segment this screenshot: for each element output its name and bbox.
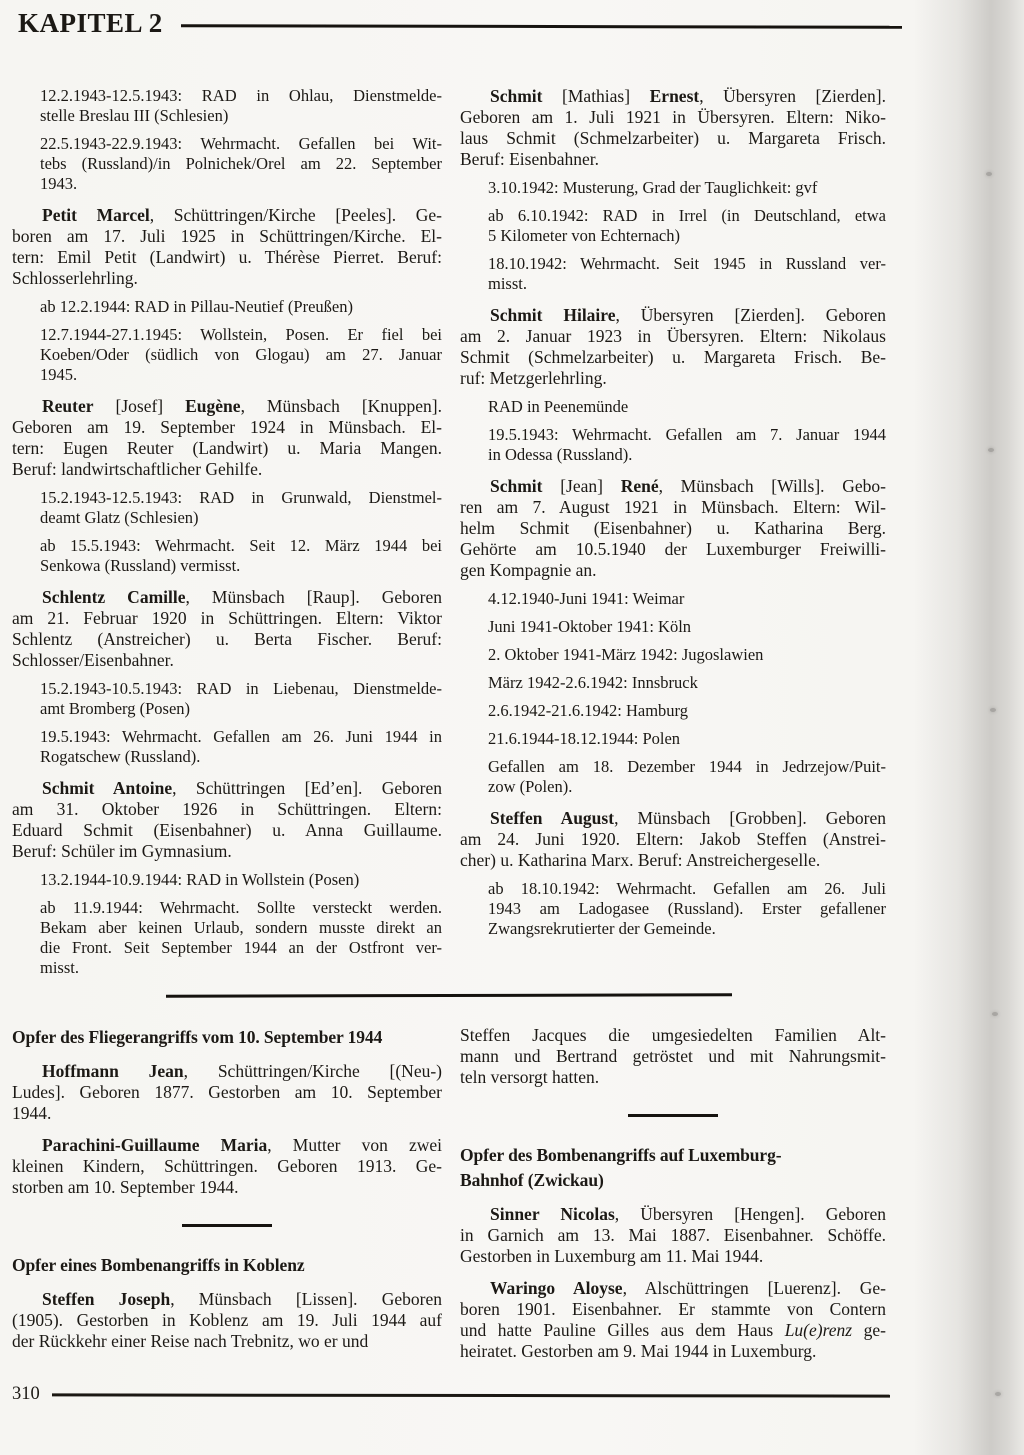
page-footer xyxy=(12,1383,890,1405)
text-segment: Steffen Jacques die umgesiedelten Familien Alt- xyxy=(460,1025,886,1045)
text-segment: am 21. Februar 1920 in Schüttringen. Eltern: Viktor xyxy=(12,608,442,628)
service-record-paragraph xyxy=(488,206,886,246)
text-segment: storben am 10. September 1944. xyxy=(12,1177,239,1197)
text-segment: laus Schmit (Schmelzarbeiter) u. Margareta Frisch. xyxy=(460,128,886,148)
text-line xyxy=(460,1046,886,1067)
text-segment: Gehörte am 10.5.1940 der Luxemburger Freiwilli- xyxy=(460,539,886,559)
scan-edge-shadow xyxy=(914,0,1024,1455)
text-line xyxy=(12,268,442,289)
text-line xyxy=(460,86,886,107)
text-line xyxy=(460,1299,886,1320)
text-segment: boren 1901. Eisenbahner. Er stammte von Contern xyxy=(460,1299,886,1319)
text-line xyxy=(460,347,886,368)
text-line xyxy=(460,518,886,539)
text-segment: Eduard Schmit (Eisenbahner) u. Anna Guillaume. xyxy=(12,820,442,840)
text-segment: ab 18.10.1942: Wehrmacht. Gefallen am 26. Juli xyxy=(488,879,886,898)
text-line xyxy=(460,808,886,829)
service-record-paragraph xyxy=(40,536,442,576)
text-segment: Bekam aber keinen Urlaub, sondern musste direkt an xyxy=(40,918,442,937)
text-line xyxy=(488,178,886,198)
text-segment: RAD in Peenemünde xyxy=(488,397,629,416)
text-line xyxy=(460,476,886,497)
text-line xyxy=(40,958,442,978)
text-segment: und hatte Pauline Gilles aus dem Haus xyxy=(460,1320,785,1340)
page-number: 310 xyxy=(12,1384,40,1404)
text-line xyxy=(460,1320,886,1341)
service-record-paragraph xyxy=(488,617,886,637)
text-segment: Senkowa (Russland) vermisst. xyxy=(40,556,241,575)
text-line xyxy=(12,1025,442,1050)
text-line xyxy=(460,829,886,850)
text-line xyxy=(488,757,886,777)
text-line xyxy=(488,617,886,637)
text-segment: , Münsbach [Knuppen]. xyxy=(240,396,443,416)
text-line xyxy=(40,297,442,317)
text-line xyxy=(460,149,886,170)
service-record-paragraph xyxy=(488,397,886,417)
text-line xyxy=(12,1135,442,1156)
person-name: Schmit xyxy=(490,86,543,106)
text-segment: Gefallen am 18. Dezember 1944 in Jedrzejow/Puit- xyxy=(488,757,886,776)
text-segment: Lu(e)renz xyxy=(784,1320,853,1340)
text-line xyxy=(40,488,442,508)
service-record-paragraph xyxy=(40,86,442,126)
text-line xyxy=(460,850,886,871)
text-line xyxy=(12,1103,442,1124)
text-segment: ab 11.9.1944: Wehrmacht. Sollte versteckt werden. xyxy=(40,898,442,917)
top-right-column xyxy=(460,86,886,939)
text-segment: [Josef] xyxy=(93,396,186,416)
entry-paragraph xyxy=(12,1061,442,1124)
text-segment: ab 6.10.1942: RAD in Irrel (in Deutschland, etwa xyxy=(488,206,886,225)
text-line xyxy=(12,1289,442,1310)
text-segment: 21.6.1944-18.12.1944: Polen xyxy=(488,729,681,748)
text-line xyxy=(12,459,442,480)
scan-speck xyxy=(992,1012,998,1016)
text-segment: , Mutter von zwei xyxy=(267,1135,442,1155)
entry-paragraph xyxy=(12,205,442,289)
text-segment: 22.5.1943-22.9.1943: Wehrmacht. Gefallen bei Wit- xyxy=(40,134,442,153)
text-segment: zow (Polen). xyxy=(488,777,573,796)
service-record-paragraph xyxy=(488,701,886,721)
text-line xyxy=(12,247,442,268)
text-line xyxy=(488,673,886,693)
text-line xyxy=(488,425,886,445)
text-line xyxy=(460,539,886,560)
person-name: Schmit Hilaire xyxy=(490,305,616,325)
service-record-paragraph xyxy=(40,870,442,890)
text-segment: 2.6.1942-21.6.1942: Hamburg xyxy=(488,701,688,720)
person-name: Eugène xyxy=(185,396,241,416)
text-segment: , Münsbach [Grobben]. Geboren xyxy=(614,808,886,828)
scan-speck xyxy=(990,708,996,712)
service-record-paragraph xyxy=(40,297,442,317)
person-name: Waringo Aloyse xyxy=(490,1278,623,1298)
text-segment: 18.10.1942: Wehrmacht. Seit 1945 in Russland ver- xyxy=(488,254,886,273)
text-line xyxy=(40,134,442,154)
text-segment: teln versorgt hatten. xyxy=(460,1067,600,1087)
bottom-columns xyxy=(12,1025,886,1362)
text-line xyxy=(40,106,442,126)
text-segment: 3.10.1942: Musterung, Grad der Tauglichkeit: gvf xyxy=(488,178,818,197)
text-segment: ab 15.5.1943: Wehrmacht. Seit 12. März 1944 bei xyxy=(40,536,442,555)
person-name: Steffen Joseph xyxy=(42,1289,171,1309)
text-line xyxy=(40,556,442,576)
header-rule xyxy=(181,24,902,29)
person-name: René xyxy=(620,476,659,496)
person-name: Sinner Nicolas xyxy=(490,1204,615,1224)
text-segment: Beruf: Schüler im Gymnasium. xyxy=(12,841,232,861)
text-line xyxy=(460,1204,886,1225)
text-segment: Schmit (Schmelzarbeiter) u. Margareta Frisch. Be- xyxy=(460,347,886,367)
text-segment: ab 12.2.1944: RAD in Pillau-Neutief (Preußen) xyxy=(40,297,353,316)
text-segment: Bahnhof (Zwickau) xyxy=(460,1170,604,1190)
text-segment: in Odessa (Russland). xyxy=(488,445,633,464)
text-segment: 1943 am Ladogasee (Russland). Erster gefallener xyxy=(488,899,886,918)
text-line xyxy=(40,699,442,719)
text-line xyxy=(12,608,442,629)
text-line xyxy=(40,679,442,699)
section-heading xyxy=(12,1253,442,1278)
text-line xyxy=(460,560,886,581)
text-line xyxy=(460,326,886,347)
text-segment: tern: Emil Petit (Landwirt) u. Thérèse Pierret. Beruf: xyxy=(12,247,442,267)
service-record-paragraph xyxy=(40,679,442,719)
text-segment: 12.2.1943-12.5.1943: RAD in Ohlau, Dienstmelde- xyxy=(40,86,442,105)
service-record-paragraph xyxy=(488,729,886,749)
text-line xyxy=(12,1253,442,1278)
service-record-paragraph xyxy=(488,589,886,609)
text-line xyxy=(12,1156,442,1177)
text-segment: Beruf: Eisenbahner. xyxy=(460,149,599,169)
text-segment: , Münsbach [Wills]. Gebo- xyxy=(658,476,886,496)
text-segment: , Münsbach [Lissen]. Geboren xyxy=(170,1289,442,1309)
text-line xyxy=(12,820,442,841)
text-segment: stelle Breslau III (Schlesien) xyxy=(40,106,229,125)
person-name: Schmit Antoine xyxy=(42,778,173,798)
text-line xyxy=(488,445,886,465)
text-line xyxy=(40,365,442,385)
text-line xyxy=(460,1225,886,1246)
text-segment: kleinen Kindern, Schüttringen. Geboren 1913. Ge- xyxy=(12,1156,442,1176)
text-line xyxy=(12,1082,442,1103)
text-line xyxy=(40,747,442,767)
text-segment: Schlosserlehrling. xyxy=(12,268,138,288)
text-segment: heiratet. Gestorben am 9. Mai 1944 in Luxemburg. xyxy=(460,1341,817,1361)
text-line xyxy=(460,128,886,149)
text-segment: 2. Oktober 1941-März 1942: Jugoslawien xyxy=(488,645,764,664)
entry-paragraph xyxy=(460,86,886,170)
text-line xyxy=(460,1067,886,1088)
section-heading xyxy=(12,1025,442,1050)
service-record-paragraph xyxy=(40,134,442,194)
text-segment: Rogatschew (Russland). xyxy=(40,747,201,766)
text-line xyxy=(40,938,442,958)
text-line xyxy=(488,729,886,749)
person-name: Petit Marcel xyxy=(42,205,150,225)
text-segment: misst. xyxy=(40,958,79,977)
text-segment: , Alschüttringen [Luerenz]. Ge- xyxy=(622,1278,886,1298)
person-name: Steffen August xyxy=(490,808,615,828)
text-segment: Zwangsrekrutierter der Gemeinde. xyxy=(488,919,716,938)
service-record-paragraph xyxy=(488,879,886,939)
service-record-paragraph xyxy=(488,673,886,693)
text-line xyxy=(12,1310,442,1331)
text-line xyxy=(12,205,442,226)
text-segment: Koeben/Oder (südlich von Glogau) am 27. Januar xyxy=(40,345,442,364)
text-segment: 1945. xyxy=(40,365,78,384)
text-line xyxy=(488,254,886,274)
text-segment: mann und Bertrand getröstet und mit Nahrungsmit- xyxy=(460,1046,886,1066)
text-segment: die Front. Seit September 1944 an der Ostfront ver- xyxy=(40,938,442,957)
text-line xyxy=(12,438,442,459)
entry-paragraph xyxy=(460,476,886,581)
person-name: Ernest xyxy=(649,86,700,106)
scan-speck xyxy=(986,172,992,176)
section-heading xyxy=(460,1143,886,1193)
text-segment: Ludes]. Geboren 1877. Gestorben am 10. September xyxy=(12,1082,442,1102)
text-line xyxy=(12,226,442,247)
text-line xyxy=(12,778,442,799)
top-left-column xyxy=(12,86,442,978)
separator-rule xyxy=(182,1224,272,1227)
text-line xyxy=(40,727,442,747)
text-segment: 13.2.1944-10.9.1944: RAD in Wollstein (Posen) xyxy=(40,870,360,889)
text-line xyxy=(488,397,886,417)
service-record-paragraph xyxy=(488,178,886,198)
scan-speck xyxy=(988,448,994,452)
text-paragraph xyxy=(460,1025,886,1088)
text-segment: Opfer eines Bombenangriffs in Koblenz xyxy=(12,1255,305,1275)
text-segment: , Münsbach [Raup]. Geboren xyxy=(185,587,442,607)
text-line xyxy=(12,1331,442,1352)
text-line xyxy=(488,899,886,919)
text-segment: misst. xyxy=(488,274,527,293)
service-record-paragraph xyxy=(40,727,442,767)
service-record-paragraph xyxy=(40,898,442,978)
text-segment: Juni 1941-Oktober 1941: Köln xyxy=(488,617,692,636)
section-divider-rule xyxy=(166,993,732,997)
person-name: Parachini-Guillaume Maria xyxy=(42,1135,268,1155)
text-line xyxy=(40,536,442,556)
bottom-right-column xyxy=(460,1025,886,1362)
text-line xyxy=(460,1341,886,1362)
text-line xyxy=(460,1143,886,1168)
text-segment: , Übersyren [Zierden]. Geboren xyxy=(615,305,886,325)
entry-paragraph xyxy=(460,1278,886,1362)
text-line xyxy=(488,777,886,797)
text-line xyxy=(488,226,886,246)
text-segment: cher) u. Katharina Marx. Beruf: Anstreichergeselle. xyxy=(460,850,821,870)
person-name: Schlentz Camille xyxy=(42,587,186,607)
text-segment: Geboren am 1. Juli 1921 in Übersyren. Eltern: Niko- xyxy=(460,107,886,127)
chapter-title: KAPITEL 2 xyxy=(18,8,163,38)
footer-rule xyxy=(52,1393,890,1397)
text-segment: , Übersyren [Hengen]. Geboren xyxy=(614,1204,886,1224)
text-line xyxy=(12,650,442,671)
text-line xyxy=(460,368,886,389)
text-segment: gen Kompagnie an. xyxy=(460,560,597,580)
text-segment: , Schüttringen/Kirche [(Neu-) xyxy=(183,1061,442,1081)
text-line xyxy=(488,206,886,226)
text-segment: tern: Eugen Reuter (Landwirt) u. Maria Mangen. xyxy=(12,438,442,458)
text-line xyxy=(40,345,442,365)
text-line xyxy=(40,174,442,194)
text-segment: 19.5.1943: Wehrmacht. Gefallen am 7. Januar 1944 xyxy=(488,425,886,444)
text-segment: Beruf: landwirtschaftlicher Gehilfe. xyxy=(12,459,263,479)
text-line xyxy=(488,589,886,609)
text-segment: Opfer des Fliegerangriffs vom 10. September 1944 xyxy=(12,1027,383,1047)
text-segment: [Mathias] xyxy=(542,86,650,106)
text-segment: Gestorben in Luxemburg am 11. Mai 1944. xyxy=(460,1246,764,1266)
text-segment: am 24. Juni 1920. Eltern: Jakob Steffen (Anstrei- xyxy=(460,829,886,849)
text-segment: 1943. xyxy=(40,174,78,193)
text-segment: (1905). Gestorben in Koblenz am 19. Juli 1944 auf xyxy=(12,1310,442,1330)
text-line xyxy=(40,325,442,345)
service-record-paragraph xyxy=(488,425,886,465)
service-record-paragraph xyxy=(488,254,886,294)
text-line xyxy=(460,497,886,518)
text-line xyxy=(488,645,886,665)
text-line xyxy=(40,870,442,890)
text-segment: , Schüttringen/Kirche [Peeles]. Ge- xyxy=(149,205,442,225)
text-line xyxy=(460,1025,886,1046)
text-line xyxy=(12,587,442,608)
entry-paragraph xyxy=(460,305,886,389)
text-segment: [Jean] xyxy=(542,476,621,496)
text-segment: ren am 7. August 1921 in Münsbach. Eltern: Wil- xyxy=(460,497,886,517)
text-line xyxy=(40,154,442,174)
text-segment: 4.12.1940-Juni 1941: Weimar xyxy=(488,589,685,608)
entry-paragraph xyxy=(12,587,442,671)
text-line xyxy=(40,898,442,918)
text-segment: 15.2.1943-10.5.1943: RAD in Liebenau, Dienstmelde- xyxy=(40,679,442,698)
bottom-left-column xyxy=(12,1025,442,1352)
text-segment: tebs (Russland)/in Polnichek/Orel am 22. September xyxy=(40,154,442,173)
text-segment: am 2. Januar 1923 in Übersyren. Eltern: Nikolaus xyxy=(460,326,886,346)
text-line xyxy=(12,841,442,862)
text-segment: 12.7.1944-27.1.1945: Wollstein, Posen. Er fiel bei xyxy=(40,325,442,344)
service-record-paragraph xyxy=(488,645,886,665)
service-record-paragraph xyxy=(40,325,442,385)
text-segment: Opfer des Bombenangriffs auf Luxemburg- xyxy=(460,1145,782,1165)
text-segment: 5 Kilometer von Echternach) xyxy=(488,226,680,245)
person-name: Hoffmann Jean xyxy=(42,1061,184,1081)
text-line xyxy=(460,1168,886,1193)
service-record-paragraph xyxy=(40,488,442,528)
text-segment: der Rückkehr einer Reise nach Trebnitz, wo er und xyxy=(12,1331,369,1351)
text-segment: amt Bromberg (Posen) xyxy=(40,699,191,718)
entry-paragraph xyxy=(12,1135,442,1198)
text-segment: deamt Glatz (Schlesien) xyxy=(40,508,199,527)
text-segment: 15.2.1943-12.5.1943: RAD in Grunwald, Dienstmel- xyxy=(40,488,442,507)
text-line xyxy=(460,305,886,326)
entry-paragraph xyxy=(460,1204,886,1267)
entry-paragraph xyxy=(12,1289,442,1352)
text-line xyxy=(12,396,442,417)
text-line xyxy=(40,918,442,938)
text-segment: ge- xyxy=(852,1320,886,1340)
entry-paragraph xyxy=(12,778,442,862)
text-segment: 19.5.1943: Wehrmacht. Gefallen am 26. Juni 1944 in xyxy=(40,727,442,746)
service-record-paragraph xyxy=(488,757,886,797)
text-segment: Schlosser/Eisenbahner. xyxy=(12,650,174,670)
text-segment: boren am 17. Juli 1925 in Schüttringen/Kirche. El- xyxy=(12,226,442,246)
text-segment: März 1942-2.6.1942: Innsbruck xyxy=(488,673,698,692)
text-line xyxy=(40,508,442,528)
page-header xyxy=(18,8,902,38)
text-segment: Geboren am 19. September 1924 in Münsbach. El- xyxy=(12,417,442,437)
text-line xyxy=(488,274,886,294)
page-body xyxy=(12,86,886,1362)
text-line xyxy=(12,417,442,438)
text-line xyxy=(40,86,442,106)
text-segment: in Garnich am 13. Mai 1887. Eisenbahner. Schöffe. xyxy=(460,1225,886,1245)
text-line xyxy=(460,1246,886,1267)
text-line xyxy=(12,799,442,820)
text-segment: 1944. xyxy=(12,1103,52,1123)
separator-rule xyxy=(628,1114,718,1117)
text-line xyxy=(12,1177,442,1198)
text-segment: ruf: Metzgerlehrling. xyxy=(460,368,607,388)
text-segment: , Schüttringen [Ed’en]. Geboren xyxy=(172,778,442,798)
text-line xyxy=(488,701,886,721)
entry-paragraph xyxy=(460,808,886,871)
person-name: Reuter xyxy=(42,396,94,416)
text-line xyxy=(460,1278,886,1299)
text-line xyxy=(460,107,886,128)
person-name: Schmit xyxy=(490,476,543,496)
text-line xyxy=(12,1061,442,1082)
entry-paragraph xyxy=(12,396,442,480)
text-segment: helm Schmit (Eisenbahner) u. Katharina Berg. xyxy=(460,518,886,538)
scan-speck xyxy=(995,1392,1001,1396)
text-line xyxy=(488,919,886,939)
text-segment: am 31. Oktober 1926 in Schüttringen. Eltern: xyxy=(12,799,442,819)
top-columns xyxy=(12,86,886,978)
text-line xyxy=(488,879,886,899)
text-segment: Schlentz (Anstreicher) u. Berta Fischer. Beruf: xyxy=(12,629,442,649)
text-segment: , Übersyren [Zierden]. xyxy=(699,86,886,106)
text-line xyxy=(12,629,442,650)
